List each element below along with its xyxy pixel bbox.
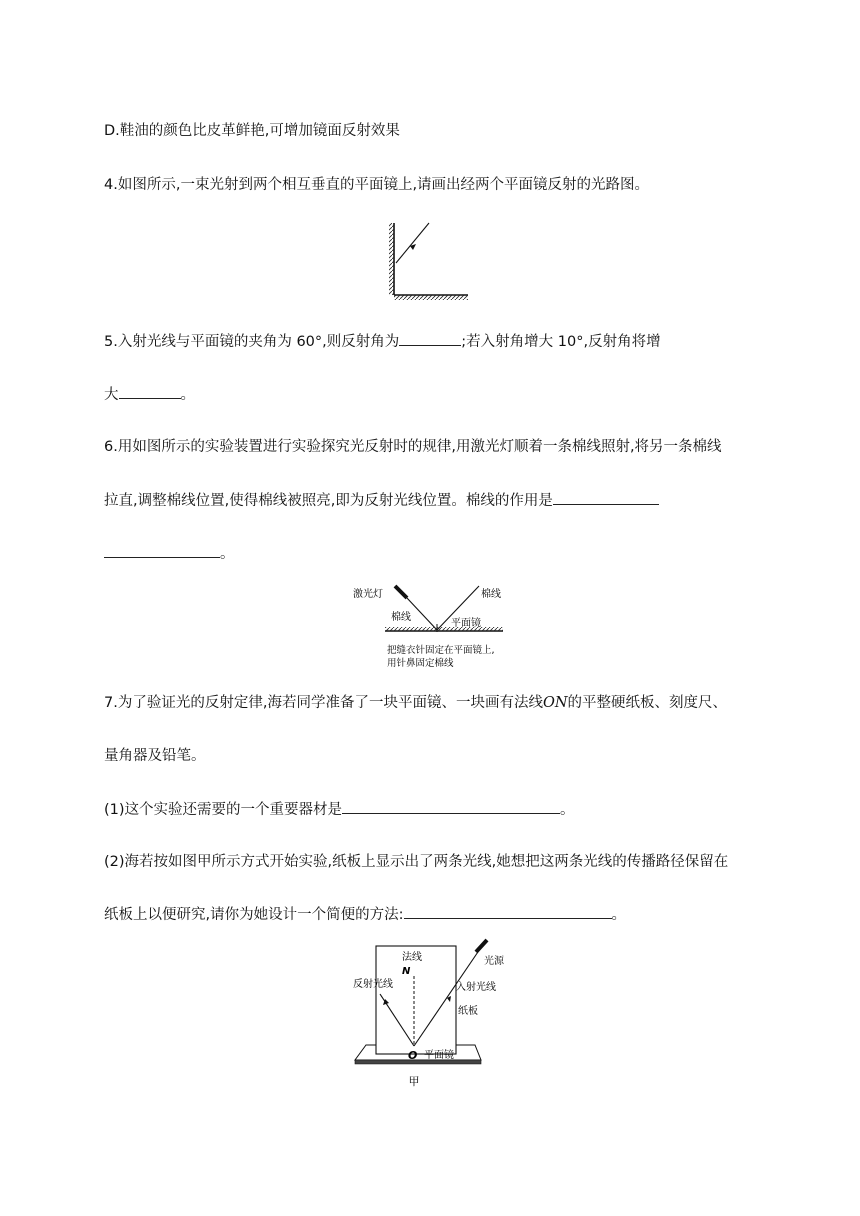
q7-blank-1[interactable] (342, 799, 560, 814)
q7-sub1-end: 。 (560, 802, 575, 818)
q7-line2: 量角器及铅笔。 (104, 748, 206, 764)
q5-blank-2[interactable] (119, 384, 181, 399)
laser-icon (395, 586, 407, 598)
q7-blank-2[interactable] (404, 904, 612, 919)
q6-line3 (104, 543, 235, 564)
q7-sub2-end: 。 (611, 907, 626, 923)
light-source-icon (476, 940, 487, 952)
q6-end: 。 (220, 546, 235, 562)
q7-sub1 (104, 799, 575, 820)
q5-line1 (104, 331, 661, 352)
q6-blank-2[interactable] (104, 543, 220, 558)
q7-line1-a: 7.为了验证光的反射定律,海若同学准备了一块平面镜、一块画有法线 (104, 695, 543, 711)
q6-blank-1[interactable] (553, 490, 659, 505)
q7-on: ON (542, 695, 568, 711)
q7-sub1-text: (1)这个实验还需要的一个重要器材是 (104, 802, 343, 818)
q6-line1: 6.用如图所示的实验装置进行实验探究光反射时的规律,用激光灯顺着一条棉线照射,将另一条棉线 (104, 439, 722, 455)
o-label: O (408, 1049, 418, 1062)
q5-part3: 大 (104, 387, 119, 403)
q7-line1 (104, 693, 727, 713)
figure-caption: 甲 (408, 1075, 420, 1088)
q4-text: 4.如图所示,一束光射到两个相互垂直的平面镜上,请画出经两个平面镜反射的光路图。 (104, 177, 650, 193)
light-source-label-box: 光源 (484, 956, 504, 967)
cotton-right-label: 棉线 (481, 589, 501, 600)
incident-ray (396, 223, 429, 263)
cotton-left-label: 棉线 (391, 612, 411, 623)
n-label: N (402, 966, 411, 977)
mirror-label: 平面镜 (424, 1050, 454, 1061)
q5-blank-1[interactable] (399, 331, 461, 346)
reflected-ray-label: 反射光线 (353, 979, 393, 990)
q7-sub2-text: 纸板上以便研究,请你为她设计一个简便的方法: (104, 907, 404, 923)
q7-sub2-line1: (2)海若按如图甲所示方式开始实验,纸板上显示出了两条光线,她想把这两条光线的传播路径保留在 (104, 854, 729, 870)
incident-ray-label: 入射光线 (456, 982, 496, 993)
q6-laser-figure (345, 580, 520, 672)
caption-line2: 用针鼻固定棉线 (387, 658, 454, 669)
q5-line2 (104, 384, 195, 405)
mirror-label: 平面镜 (451, 618, 481, 629)
normal-label: 法线 (402, 952, 422, 963)
caption-line1: 把缝衣针固定在平面镜上, (387, 645, 495, 656)
q6-line2-text: 拉直,调整棉线位置,使得棉线被照亮,即为反射光线位置。棉线的作用是 (104, 493, 553, 509)
q5-part1: 5.入射光线与平面镜的夹角为 60°,则反射角为 (104, 334, 400, 350)
q4-mirror-figure (380, 215, 475, 305)
q7-sub2-line2 (104, 904, 626, 925)
incident-thread (407, 598, 437, 630)
q6-line2 (104, 490, 659, 511)
q3-option-d: D.鞋油的颜色比皮革鲜艳,可增加镜面反射效果 (104, 123, 400, 139)
cardboard-label: 纸板 (458, 1006, 478, 1017)
laser-label: 激光灯 (353, 589, 383, 600)
q5-part2: ;若入射角增大 10°,反射角将增 (461, 334, 661, 350)
q5-end: 。 (180, 387, 195, 403)
q7-line1-b: 的平整硬纸板、刻度尺、 (567, 695, 728, 711)
